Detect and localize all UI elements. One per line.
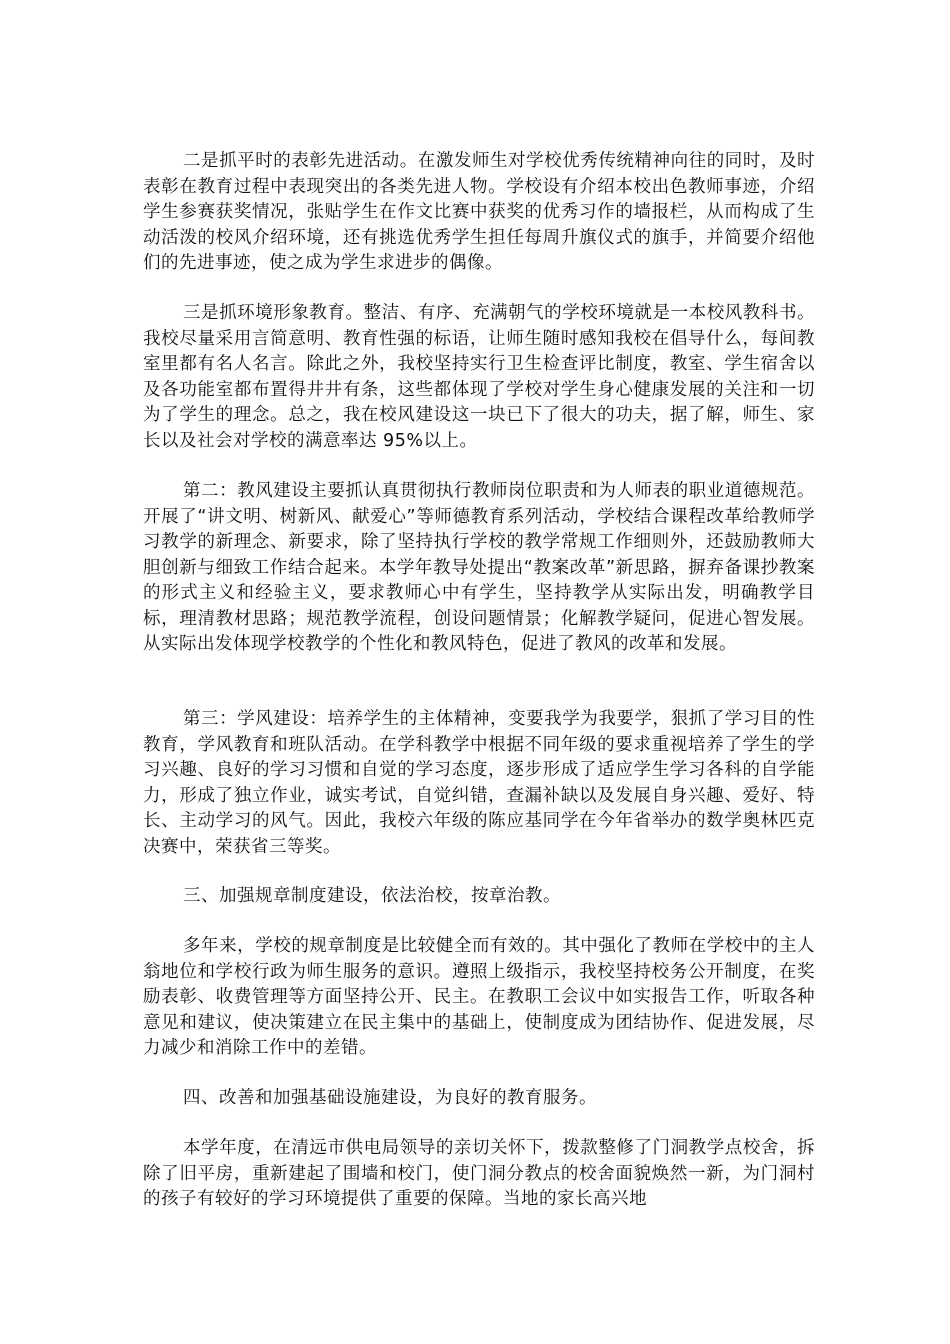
paragraph-commendation: 二是抓平时的表彰先进活动。在激发师生对学校优秀传统精神向往的同时，及时表彰在教育过程中表现突出的各类先进人物。学校设有介绍本校出色教师事迹，介绍学生参赛获奖情况，张贴学生在作文比赛中获奖的优秀习作的墙报栏，从而构成了生动活泼的校风介绍环境，还有挑选优秀学生担任每周升旗仪式的旗手，并简要介绍他们的先进事迹，使之成为学生求进步的偶像。 bbox=[143, 151, 815, 273]
paragraph-study-style: 第三：学风建设：培养学生的主体精神，变要我学为我要学，狠抓了学习目的性教育，学风教育和班队活动。在学科教学中根据不同年级的要求重视培养了学生的学习兴趣、良好的学习习惯和自觉的学习态度，逐步形成了适应学生学习各科的自学能力，形成了独立作业，诚实考试，自觉纠错，查漏补缺以及发展自身兴趣、爱好、特长、主动学习的风气。因此，我校六年级的陈应基同学在今年省举办的数学奥林匹克决赛中，荣获省三等奖。 bbox=[143, 709, 815, 857]
paragraph-infrastructure: 本学年度，在清远市供电局领导的亲切关怀下，拨款整修了门洞教学点校舍，拆除了旧平房，重新建起了围墙和校门，使门洞分教点的校舍面貌焕然一新，为门洞村的孩子有较好的学习环境提供了重要的保障。当地的家长高兴地 bbox=[143, 1138, 815, 1209]
section-heading-regulations: 三、加强规章制度建设，依法治校，按章治教。 bbox=[183, 886, 561, 906]
paragraph-environment: 三是抓环境形象教育。整洁、有序、充满朝气的学校环境就是一本校风教科书。我校尽量采用言简意明、教育性强的标语，让师生随时感知我校在倡导什么，每间教室里都有名人名言。除此之外，我校坚持实行卫生检查评比制度，教室、学生宿舍以及各功能室都布置得井井有条，这些都体现了学校对学生身心健康发展的关注和一切为了学生的理念。总之，我在校风建设这一块已下了很大的功夫，据了解，师生、家长以及社会对学校的满意率达 95%以上。 bbox=[143, 303, 815, 451]
paragraph-teaching-style: 第二：教风建设主要抓认真贯彻执行教师岗位职责和为人师表的职业道德规范。开展了“讲文明、树新风、献爱心”等师德教育系列活动，学校结合课程改革给教师学习教学的新理念、新要求，除了坚持执行学校的教学常规工作细则外，还鼓励教师大胆创新与细致工作结合起来。本学年教导处提出“教案改革”新思路，摒弃备课抄教案的形式主义和经验主义，要求教师心中有学生，坚持教学从实际出发，明确教学目标，理清教材思路；规范教学流程，创设问题情景；化解教学疑问，促进心智发展。从实际出发体现学校教学的个性化和教风特色，促进了教风的改革和发展。 bbox=[143, 481, 815, 654]
section-heading-infrastructure: 四、改善和加强基础设施建设，为良好的教育服务。 bbox=[183, 1088, 597, 1108]
paragraph-regulations: 多年来，学校的规章制度是比较健全而有效的。其中强化了教师在学校中的主人翁地位和学校行政为师生服务的意识。遵照上级指示，我校坚持校务公开制度，在奖励表彰、收费管理等方面坚持公开、民主。在教职工会议中如实报告工作，听取各种意见和建议，使决策建立在民主集中的基础上，使制度成为团结协作、促进发展，尽力减少和消除工作中的差错。 bbox=[143, 936, 815, 1058]
